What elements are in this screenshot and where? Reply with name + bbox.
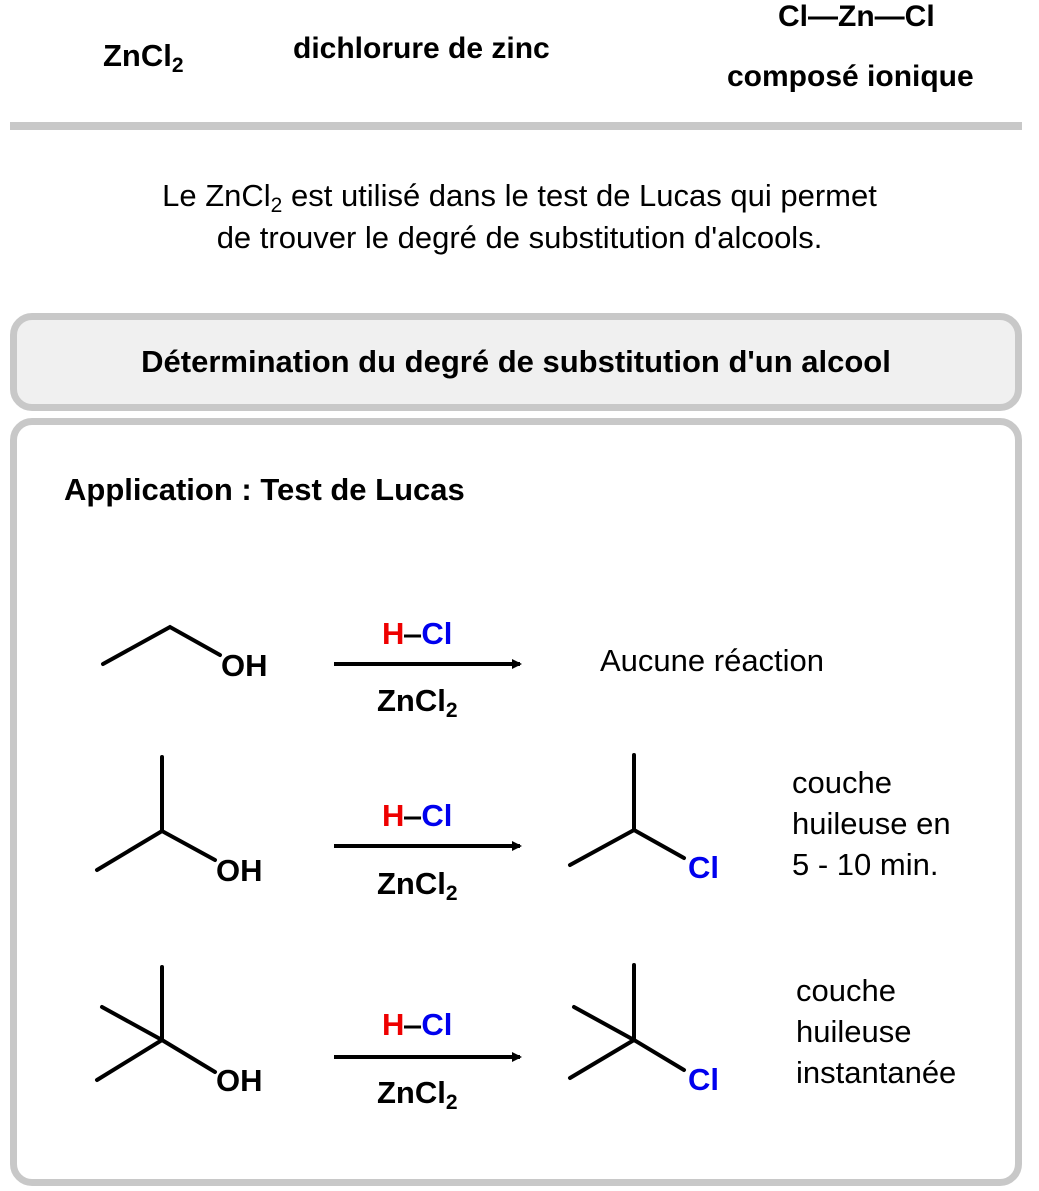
result-primary: Aucune réaction — [600, 643, 825, 678]
result-secondary-line-3: 5 - 10 min. — [792, 847, 939, 882]
cl-label-3: Cl — [688, 1062, 719, 1097]
oh-label-2: OH — [216, 853, 263, 888]
chloromethylpropane-methyl-left — [574, 1007, 634, 1040]
reagent-hcl-2 — [382, 798, 452, 834]
catalyst-1 — [377, 683, 458, 722]
intro-line-1-b: est utilisé dans le test de Lucas qui permet — [282, 178, 877, 213]
compound-type: composé ionique — [727, 60, 974, 93]
chlorine-label: Cl — [421, 616, 453, 651]
catalyst-sub: 2 — [445, 882, 458, 905]
intro-line-1-sub: 2 — [270, 194, 283, 217]
zncl2-formula-main: ZnCl — [103, 38, 172, 73]
bond-dash: — — [404, 1007, 422, 1042]
section-title: Détermination du degré de substitution d'un alcool — [141, 344, 891, 379]
oh-label-1: OH — [221, 648, 268, 683]
reagent-hcl-3 — [382, 1007, 452, 1043]
chlorine-label: Cl — [421, 798, 453, 833]
hydrogen-label: H — [382, 1007, 405, 1042]
result-secondary-line-2: huileuse en — [792, 806, 951, 841]
tert-butanol-skeleton — [97, 1040, 215, 1080]
bond-dash: — — [404, 798, 422, 833]
tert-butanol-methyl-left — [102, 1007, 162, 1040]
compound-name: dichlorure de zinc — [293, 32, 550, 65]
chloropropane-skeleton — [570, 830, 684, 865]
oh-label-3: OH — [216, 1063, 263, 1098]
isopropanol-skeleton — [97, 831, 215, 870]
catalyst-3 — [377, 1075, 458, 1114]
catalyst-main: ZnCl — [377, 866, 446, 901]
chloromethylpropane-skeleton — [570, 1040, 684, 1078]
result-secondary — [792, 762, 951, 885]
catalyst-sub: 2 — [445, 699, 458, 722]
result-tertiary-line-3: instantanée — [796, 1055, 957, 1090]
zncl2-formula-sub: 2 — [171, 54, 184, 77]
catalyst-2 — [377, 866, 458, 905]
application-title: Application : Test de Lucas — [64, 472, 465, 507]
result-secondary-line-1: couche — [792, 765, 892, 800]
cl-label-2: Cl — [688, 850, 719, 885]
bond-dash: — — [404, 616, 422, 651]
chlorine-label: Cl — [421, 1007, 453, 1042]
catalyst-main: ZnCl — [377, 683, 446, 718]
catalyst-sub: 2 — [445, 1091, 458, 1114]
intro-line-1-a: Le ZnCl — [162, 178, 271, 213]
reagent-hcl-1 — [382, 616, 452, 652]
result-tertiary — [796, 970, 956, 1093]
intro-line-2: de trouver le degré de substitution d'alcools. — [216, 220, 823, 255]
result-tertiary-line-2: huileuse — [796, 1014, 912, 1049]
compound-structure: Cl—Zn—Cl — [778, 0, 935, 33]
result-tertiary-line-1: couche — [796, 973, 896, 1008]
catalyst-main: ZnCl — [377, 1075, 446, 1110]
ethanol-skeleton — [103, 627, 220, 664]
hydrogen-label: H — [382, 798, 405, 833]
hydrogen-label: H — [382, 616, 405, 651]
